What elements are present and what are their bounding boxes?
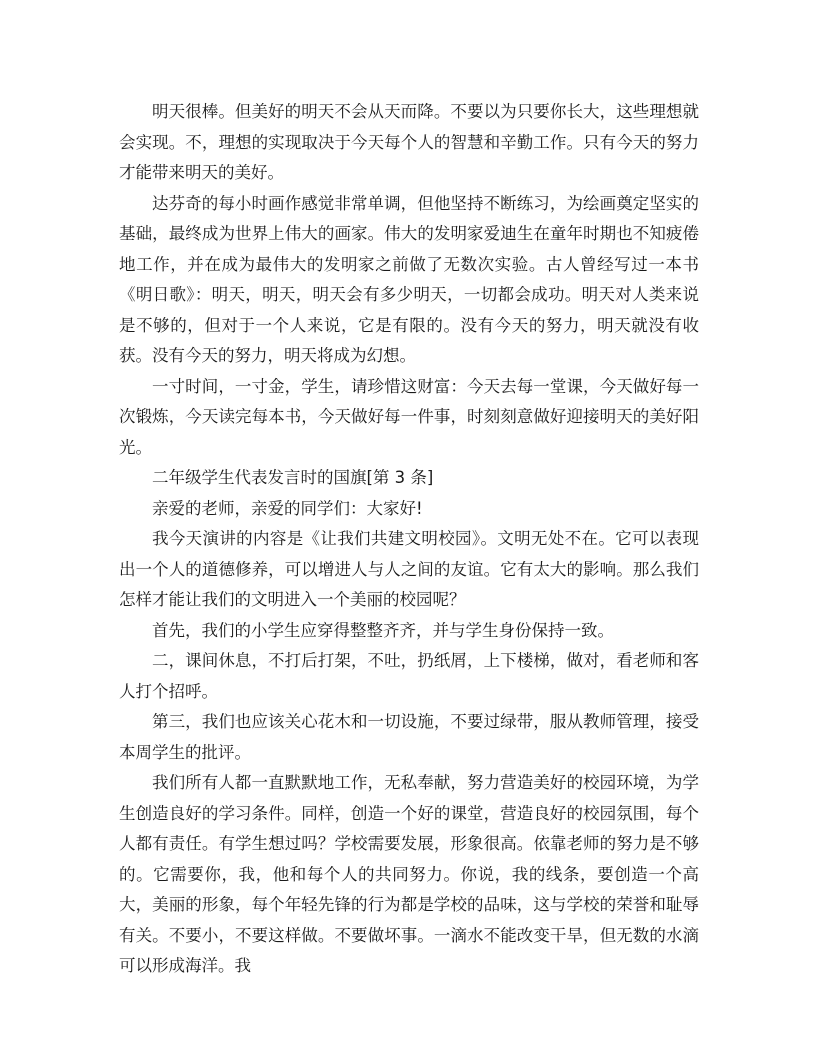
paragraph-second-point: 二，课间休息，不打后打架，不吐，扔纸屑，上下楼梯，做对，看老师和客人打个招呼。 bbox=[119, 651, 699, 701]
paragraph-shared-effort: 我们所有人都一直默默地工作，无私奉献，努力营造美好的校园环境，为学生创造良好的学习条件。同样，创造一个好的课堂，营造良好的校园氛围，每个人都有责任。有学生想过吗？学校需要发展，形象很高。依靠老师的努力是不够的。它需要你，我，他和每个人的共同努力。你说，我的线条，要创造一个高大，美丽的形象，每个年轻先锋的行为都是学校的品味，这与学校的荣誉和耻辱有关。不要小，不要这样做。不要做坏事。一滴水不能改变干旱，但无数的水滴可以形成海洋。我 bbox=[119, 773, 699, 975]
paragraph-third-point: 第三，我们也应该关心花木和一切设施，不要过绿带，服从教师管理，接受本周学生的批评。 bbox=[119, 712, 699, 762]
paragraph-davinci-edison: 达芬奇的每小时画作感觉非常单调，但他坚持不断练习，为绘画奠定坚实的基础，最终成为世界上伟大的画家。伟大的发明家爱迪生在童年时期也不知疲倦地工作，并在成为最伟大的发明家之前做了无数次实验。古人曾经写过一本书《明日歌》：明天，明天，明天会有多少明天，一切都会成功。明天对人类来说是不够的，但对于一个人来说，它是有限的。没有今天的努力，明天就没有收获。没有今天的努力，明天将成为幻想。 bbox=[119, 193, 699, 365]
section-heading: 二年级学生代表发言时的国旗[第 3 条] bbox=[152, 468, 434, 487]
paragraph-tomorrow: 明天很棒。但美好的明天不会从天而降。不要以为只要你长大，这些理想就会实现。不，理想的实现取决于今天每个人的智慧和辛勤工作。只有今天的努力才能带来明天的美好。 bbox=[119, 102, 699, 182]
paragraph-cherish-time: 一寸时间，一寸金，学生，请珍惜这财富：今天去每一堂课，今天做好每一次锻炼，今天读完每本书，今天做好每一件事，时刻刻意做好迎接明天的美好阳光。 bbox=[119, 376, 699, 457]
paragraph-first-point: 首先，我们的小学生应穿得整整齐齐，并与学生身份保持一致。 bbox=[152, 620, 614, 640]
paragraph-speech-topic: 我今天演讲的内容是《让我们共建文明校园》。文明无处不在。它可以表现出一个人的道德修养，可以增进人与人之间的友谊。它有太大的影响。那么我们怎样才能让我们的文明进入一个美丽的校园呢？ bbox=[119, 529, 699, 609]
greeting: 亲爱的老师，亲爱的同学们：大家好! bbox=[152, 498, 423, 518]
document-body bbox=[119, 97, 699, 982]
